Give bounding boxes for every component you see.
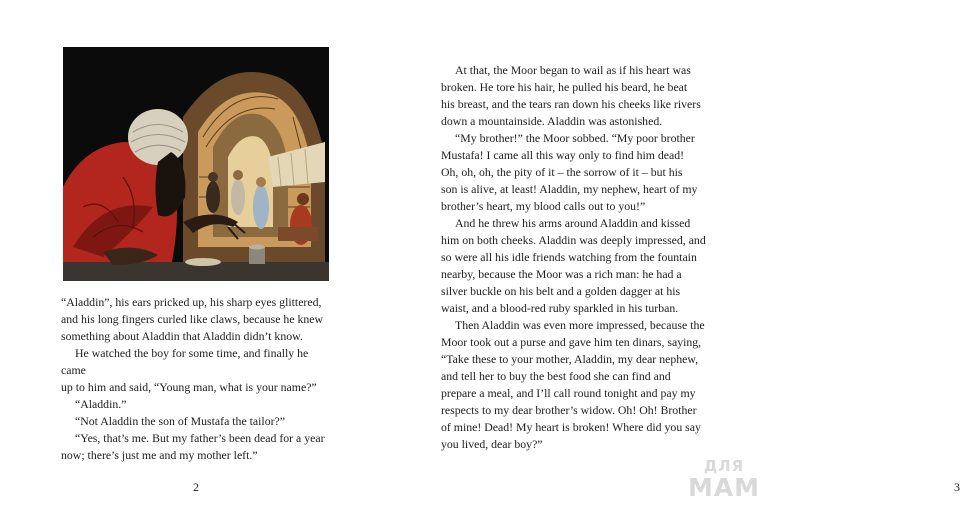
illustration-moor-watching-aladdin bbox=[63, 47, 329, 281]
watermark-bottom-text: МАМ bbox=[687, 473, 761, 502]
watermark-top-text: ДЛЯ bbox=[703, 457, 745, 475]
page-number-left: 2 bbox=[193, 480, 199, 494]
paragraph: He watched the boy for some time, and finally he came up to him and said, “Young man, what is your name?” bbox=[61, 346, 317, 394]
paragraph: “My brother!” the Moor sobbed. “My poor brother Mustafa! I came all this way only to find him dead! Oh, oh, oh, the pity of it – the sorrow of it – but his son is alive, at least! Aladdin, my nephew, heart of my brother’s heart, my blood calls out to you!” bbox=[441, 131, 698, 213]
page-number-right: 3 bbox=[954, 480, 960, 494]
right-page-text bbox=[441, 62, 713, 453]
watermark-logo bbox=[683, 459, 765, 505]
paragraph: Then Aladdin was even more impressed, because the Moor took out a purse and gave him ten dinars, saying, “Take these to your mother, Aladdin, my dear nephew, and tell her to buy the best food she can find and prepare a meal, and I’ll call round tonight and pay my respects to my dear brother’s widow. Oh! Oh! Brother of mine! Dead! My heart is broken! Where did you say you lived, dear boy?” bbox=[441, 318, 705, 451]
left-page bbox=[0, 0, 385, 513]
paragraph: And he threw his arms around Aladdin and kissed him on both cheeks. Aladdin was deeply impressed, and so were all his idle friends watching from the fountain nearby, because the Moor was a rich man: he had a silver buckle on his belt and a golden dagger at his waist, and a blood-red ruby sparkled in his turban. bbox=[441, 216, 706, 315]
paragraph: “Yes, that’s me. But my father’s been dead for a year now; there’s just me and my mother left.” bbox=[61, 431, 325, 462]
paragraph: “Aladdin”, his ears pricked up, his sharp eyes glittered, and his long fingers curled like claws, because he knew something about Aladdin that Aladdin didn’t know. bbox=[61, 295, 324, 343]
paragraph: “Not Aladdin the son of Mustafa the tailor?” bbox=[75, 414, 285, 428]
paragraph: “Aladdin.” bbox=[75, 397, 127, 411]
paragraph: At that, the Moor began to wail as if his heart was broken. He tore his hair, he pulled his beard, he beat his breast, and the tears ran down his cheeks like rivers down a mountainside. Aladdin was astonished. bbox=[441, 63, 701, 128]
left-page-text bbox=[61, 294, 333, 464]
illustration-art bbox=[63, 47, 329, 281]
